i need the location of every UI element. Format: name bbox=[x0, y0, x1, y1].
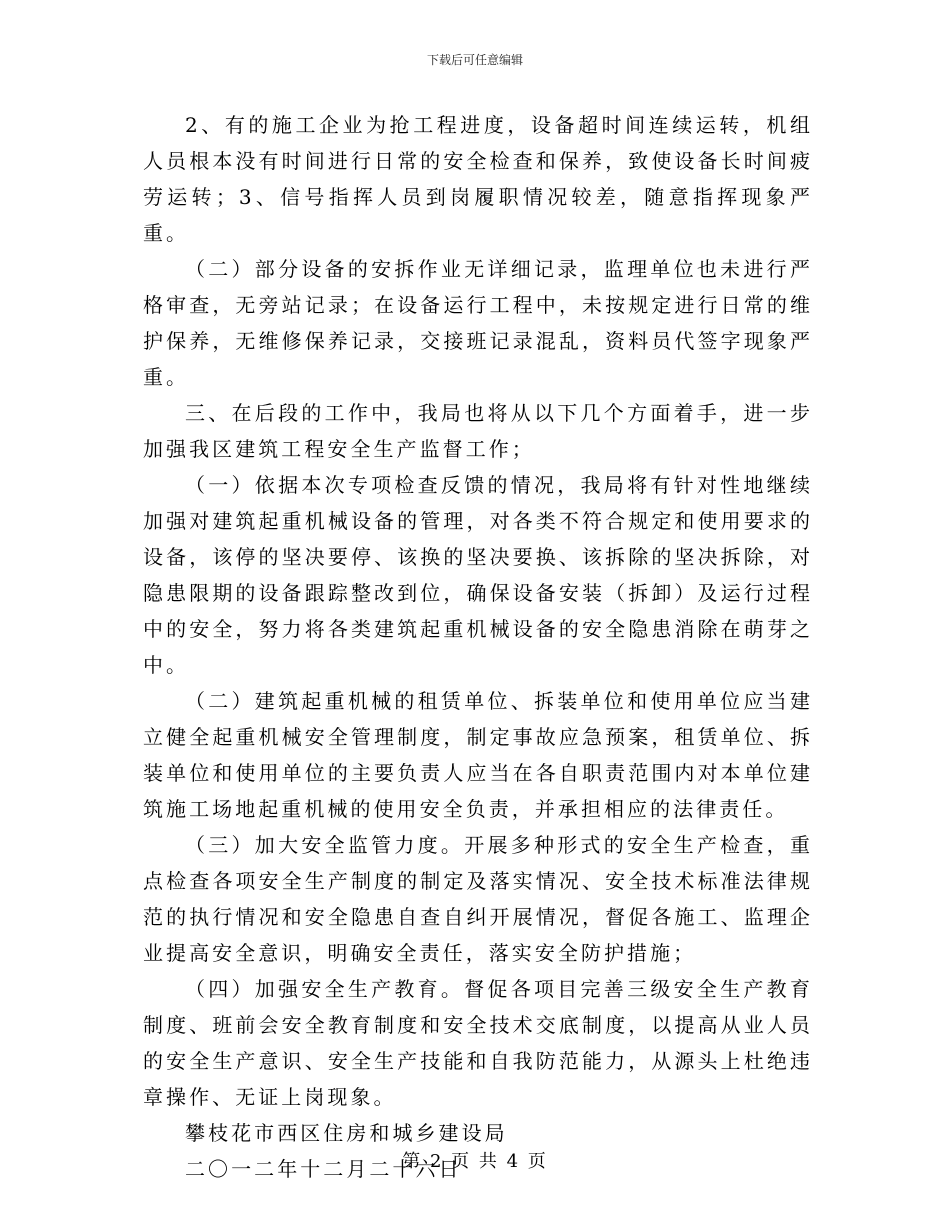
signature-date: 二〇一二年十二月二十六日 bbox=[185, 1157, 462, 1181]
document-body bbox=[143, 107, 813, 1187]
paragraph-item-2-equipment-overtime: 2、有的施工企业为抢工程进度，设备超时间连续运转，机组人员根本没有时间进行日常的安全检查和保养，致使设备长时间疲劳运转；3、信号指挥人员到岗履职情况较差，随意指挥现象严重。 bbox=[143, 113, 813, 245]
page-number-footer: 第 2 页 共 4 页 bbox=[402, 1151, 548, 1172]
paragraph-section-2-records: （二）部分设备的安拆作业无详细记录，监理单位也未进行严格审查，无旁站记录；在设备运行工程中，未按规定进行日常的维护保养，无维修保养记录，交接班记录混乱，资料员代签字现象严重。 bbox=[143, 257, 813, 389]
paragraph-measure-3: （三）加大安全监管力度。开展多种形式的安全生产检查，重点检查各项安全生产制度的制定及落实情况、安全技术标准法律规范的执行情况和安全隐患自查自纠开展情况，督促各施工、监理企业提高安全意识，明确安全责任，落实安全防护措施； bbox=[143, 833, 813, 965]
signature-organization: 攀枝花市西区住房和城乡建设局 bbox=[185, 1121, 508, 1145]
paragraph-part-3-intro: 三、在后段的工作中，我局也将从以下几个方面着手，进一步加强我区建筑工程安全生产监督工作； bbox=[143, 401, 813, 461]
paragraph-measure-1: （一）依据本次专项检查反馈的情况，我局将有针对性地继续加强对建筑起重机械设备的管理，对各类不符合规定和使用要求的设备，该停的坚决要停、该换的坚决要换、该拆除的坚决拆除，对隐患限期的设备跟踪整改到位，确保设备安装（拆卸）及运行过程中的安全，努力将各类建筑起重机械设备的安全隐患消除在萌芽之中。 bbox=[143, 473, 813, 677]
page-header-note: 下载后可任意编辑 bbox=[426, 53, 523, 67]
paragraph-measure-2: （二）建筑起重机械的租赁单位、拆装单位和使用单位应当建立健全起重机械安全管理制度，制定事故应急预案，租赁单位、拆装单位和使用单位的主要负责人应当在各自职责范围内对本单位建筑施工场地起重机械的使用安全负责，并承担相应的法律责任。 bbox=[143, 689, 813, 821]
paragraph-measure-4: （四）加强安全生产教育。督促各项目完善三级安全生产教育制度、班前会安全教育制度和安全技术交底制度，以提高从业人员的安全生产意识、安全生产技能和自我防范能力，从源头上杜绝违章操作、无证上岗现象。 bbox=[143, 977, 813, 1109]
